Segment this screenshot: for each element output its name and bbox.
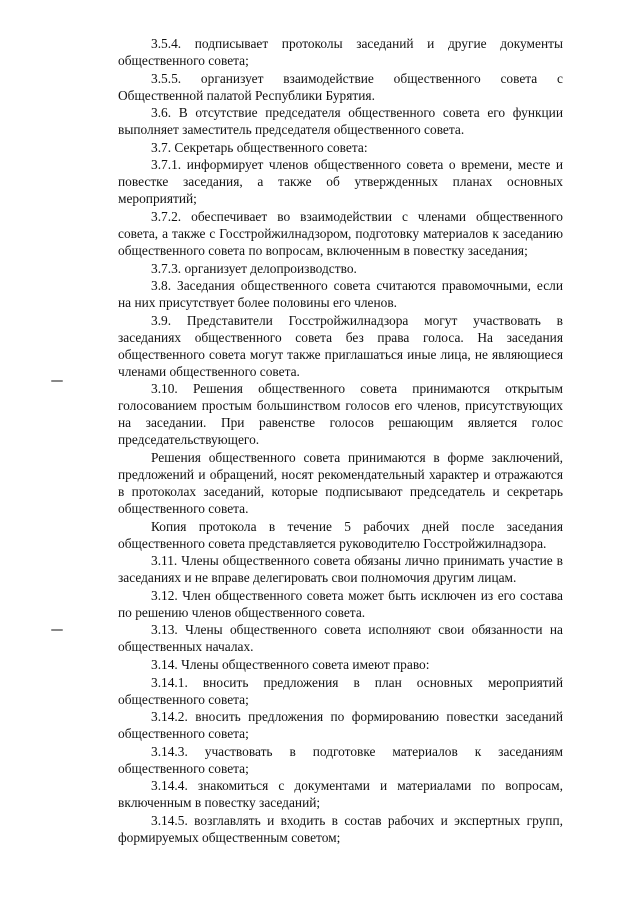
clause-3-9: 3.9. Представители Госстройжилнадзора могут участвовать в заседаниях общественного совета без права голоса. На заседания общественного совета могут также приглашаться иные лица, не являющиеся членами общественного совета.	[118, 312, 563, 379]
clause-3-7-1: 3.7.1. информирует членов общественного совета о времени, месте и повестке заседания, а также об утвержденных планах основных мероприятий;	[118, 157, 563, 207]
clause-3-7-2: 3.7.2. обеспечивает во взаимодействии с членами общественного совета, а также с Госстройжилнадзором, подготовку материалов к заседанию общественного совета по вопросам, включенным в повестку заседания;	[118, 208, 563, 258]
clause-3-5-5: 3.5.5. организует взаимодействие общественного совета с Общественной палатой Республики Бурятия.	[118, 70, 563, 103]
clause-3-14-4: 3.14.4. знакомиться с документами и материалами по вопросам, включенным в повестку заседаний;	[118, 778, 563, 811]
clause-3-11: 3.11. Члены общественного совета обязаны лично принимать участие в заседаниях и не вправе делегировать свои полномочия другим лицам.	[118, 553, 563, 586]
clause-3-14-1: 3.14.1. вносить предложения в план основных мероприятий общественного совета;	[118, 674, 563, 707]
scan-mark-2	[51, 629, 63, 631]
clause-3-6: 3.6. В отсутствие председателя общественного совета его функции выполняет заместитель председателя общественного совета.	[118, 105, 563, 138]
clause-3-7: 3.7. Секретарь общественного совета:	[151, 139, 368, 155]
decisions-paragraph: Решения общественного совета принимаются в форме заключений, предложений и обращений, носят рекомендательный характер и отражаются в протоколах заседаний, которые подписывают председатель и секретарь общественного совета.	[118, 449, 563, 516]
clause-3-14-3: 3.14.3. участвовать в подготовке материалов к заседаниям общественного совета;	[118, 743, 563, 776]
clause-3-7-3: 3.7.3. организует делопроизводство.	[151, 260, 357, 276]
clause-3-14: 3.14. Члены общественного совета имеют право:	[151, 656, 430, 672]
clause-3-14-5: 3.14.5. возглавлять и входить в состав рабочих и экспертных групп, формируемых общественным советом;	[118, 812, 563, 845]
clause-3-13: 3.13. Члены общественного совета исполняют свои обязанности на общественных началах.	[118, 622, 563, 655]
clause-3-8: 3.8. Заседания общественного совета считаются правомочными, если на них присутствует более половины его членов.	[118, 278, 563, 311]
document-body	[118, 35, 563, 846]
clause-3-14-2: 3.14.2. вносить предложения по формированию повестки заседаний общественного совета;	[118, 709, 563, 742]
clause-3-5-4: 3.5.4. подписывает протоколы заседаний и другие документы общественного совета;	[118, 36, 563, 68]
clause-3-10: 3.10. Решения общественного совета принимаются открытым голосованием простым большинством голосов его членов, присутствующих на заседании. При равенстве голосов решающим является голос председательствующего.	[118, 381, 563, 448]
scan-mark-1	[51, 380, 63, 382]
clause-3-12: 3.12. Член общественного совета может быть исключен из его состава по решению членов общественного совета.	[118, 587, 563, 620]
protocol-copy-paragraph: Копия протокола в течение 5 рабочих дней после заседания общественного совета представляется руководителю Госстройжилнадзора.	[118, 518, 563, 551]
